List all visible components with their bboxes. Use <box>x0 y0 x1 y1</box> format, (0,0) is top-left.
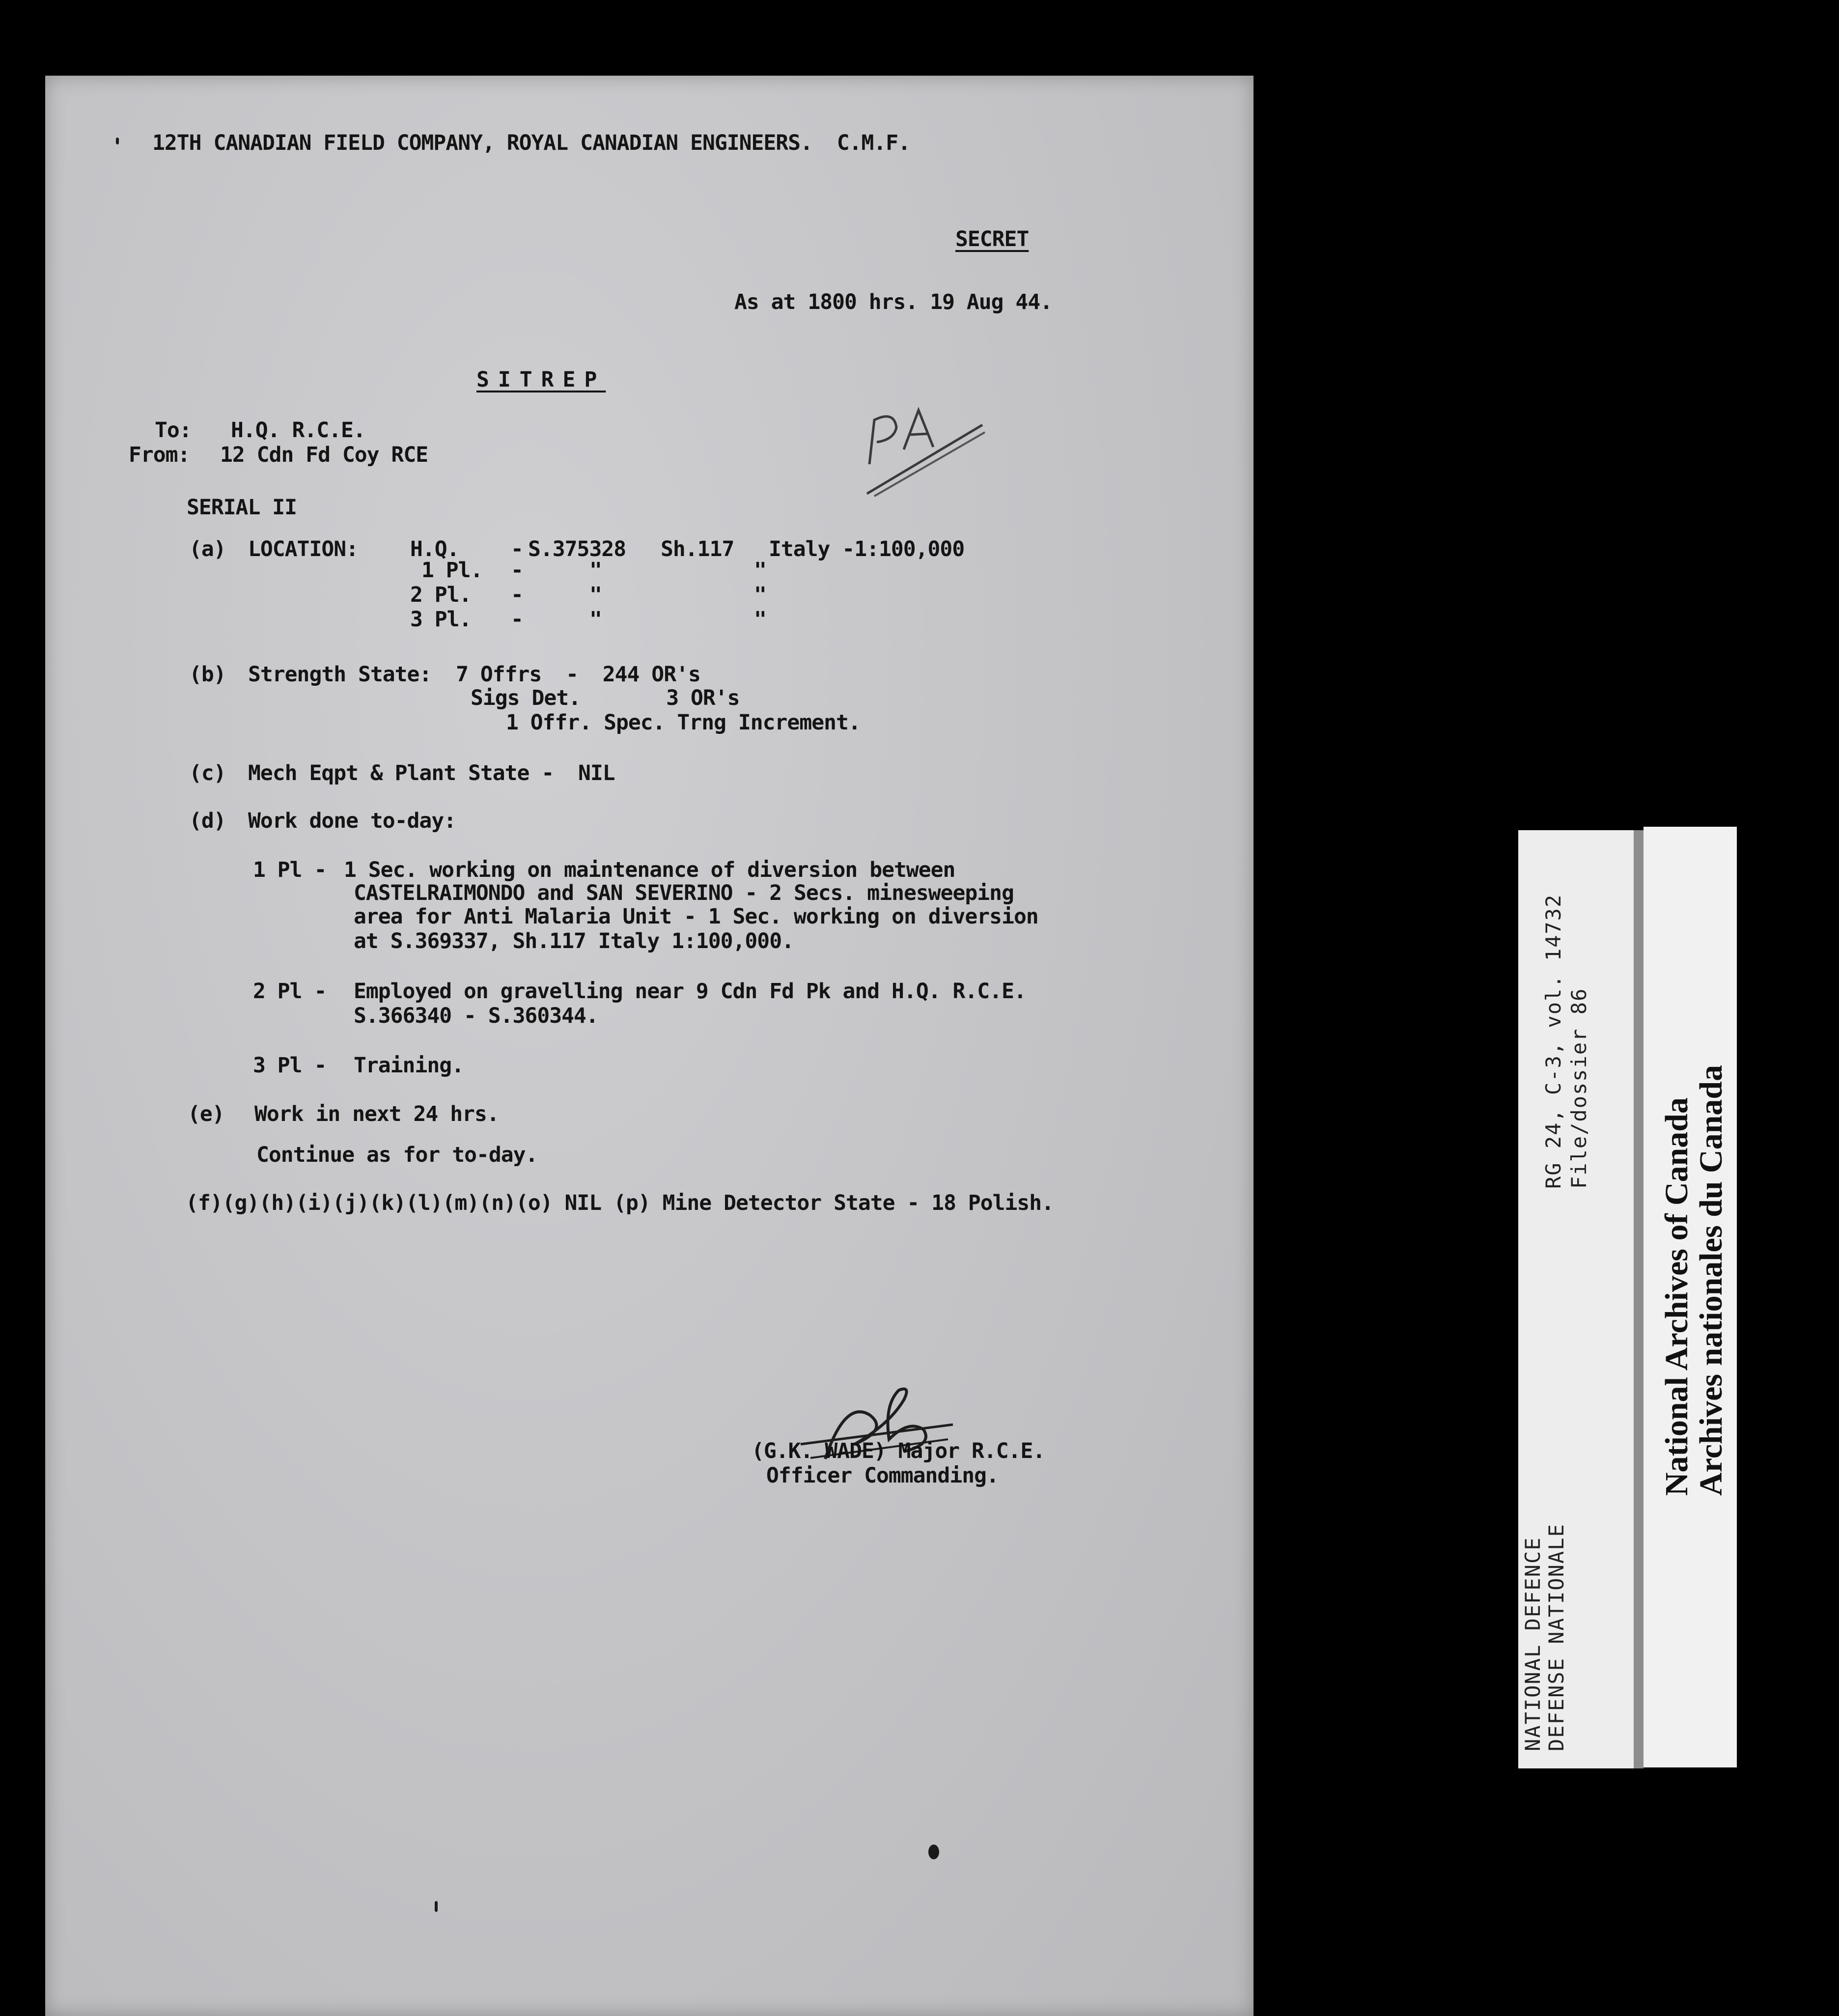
classification-mark: SECRET <box>955 227 1029 252</box>
archives-name-french: Archives nationales du Canada <box>1693 1064 1729 1496</box>
next-work-label: Work in next 24 hrs. <box>254 1102 499 1126</box>
to-value: H.Q. R.C.E. <box>231 418 365 443</box>
ink-speck <box>116 138 119 144</box>
archive-ref-line-1: RG 24, C-3, vol. 14732 <box>1541 894 1565 1189</box>
document-page <box>45 76 1254 2016</box>
report-title: SITREP <box>476 367 606 392</box>
item-a-marker: (a) <box>189 537 226 561</box>
strip-divider <box>1634 830 1644 1768</box>
from-label: From: <box>129 443 190 467</box>
to-label: To: <box>155 418 192 443</box>
ink-speck <box>928 1845 939 1859</box>
remaining-items: (f)(g)(h)(i)(j)(k)(l)(m)(n)(o) NIL (p) Mine Detector State - 18 Polish. <box>186 1191 1054 1215</box>
archives-name-english: National Archives of Canada <box>1659 1097 1695 1496</box>
item-d-marker: (d) <box>189 809 226 833</box>
work-done-label: Work done to-day: <box>248 809 456 833</box>
strength-line-2: Sigs Det. 3 OR's <box>471 686 740 710</box>
unit-heading: 12TH CANADIAN FIELD COMPANY, ROYAL CANADIAN ENGINEERS. C.M.F. <box>152 131 911 155</box>
archive-ref-line-2: File/dossier 86 <box>1567 987 1591 1189</box>
report-date: As at 1800 hrs. 19 Aug 44. <box>734 290 1053 314</box>
handwritten-initials-annotation <box>860 391 987 499</box>
department-line-1: NATIONAL DEFENCE <box>1521 1537 1545 1751</box>
signature-name-rank: (G.K. WADE) Major R.C.E. <box>752 1439 1045 1463</box>
mech-state: Mech Eqpt & Plant State - NIL <box>248 761 615 785</box>
department-line-2: DEFENSE NATIONALE <box>1544 1523 1568 1751</box>
strength-line-1: Strength State: 7 Offrs - 244 OR's <box>248 662 700 687</box>
item-e-marker: (e) <box>188 1102 224 1126</box>
serial-number: SERIAL II <box>187 495 297 520</box>
strength-line-3: 1 Offr. Spec. Trng Increment. <box>506 710 861 735</box>
item-c-marker: (c) <box>189 761 226 785</box>
item-b-marker: (b) <box>189 662 226 687</box>
location-label: LOCATION: <box>248 537 358 561</box>
ink-speck <box>435 1901 438 1912</box>
from-value: 12 Cdn Fd Coy RCE <box>220 443 428 467</box>
next-work-text: Continue as for to-day. <box>256 1143 538 1167</box>
signature-title: Officer Commanding. <box>766 1463 999 1488</box>
